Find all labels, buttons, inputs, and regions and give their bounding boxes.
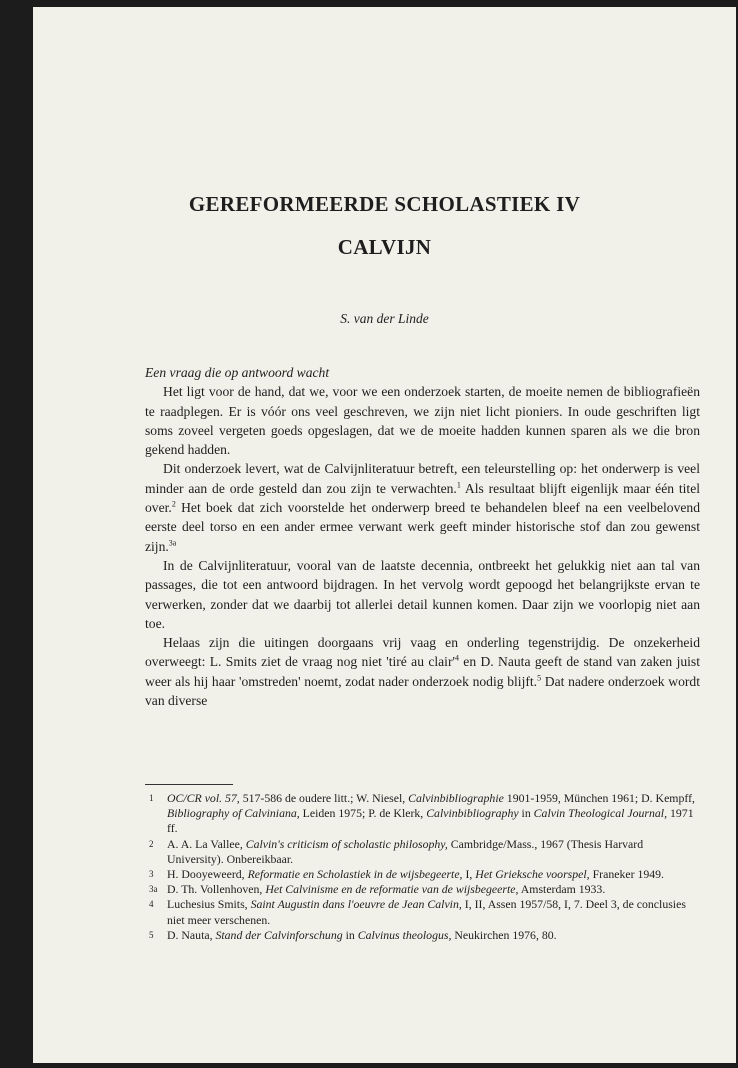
article-body	[145, 363, 700, 710]
italic-text: Saint Augustin dans l'oeuvre de Jean Calvin,	[250, 897, 462, 912]
body-paragraph	[145, 459, 700, 555]
footnote	[145, 928, 700, 943]
text-run: D. Th. Vollenhoven,	[167, 882, 266, 897]
text-run: Dit onderzoek levert, wat de Calvijnliteratuur betreft, een teleurstelling op: het onderwerp is veel minder aan de orde gesteld dan zou zijn te verwachten.	[145, 461, 700, 496]
text-run: en D. Nauta geeft de stand van zaken juist weer als hij haar 'omstreden' noemt, zodat nader onderzoek nodig blijft.	[145, 654, 700, 689]
text-run: 1971 ff.	[167, 806, 694, 836]
body-paragraph	[145, 633, 700, 710]
text-run: Luchesius Smits,	[167, 897, 251, 912]
italic-text: OC/CR vol. 57,	[167, 791, 240, 805]
text-run: Franeker 1949.	[589, 867, 665, 882]
footnote	[145, 837, 700, 867]
text-run: Het ligt voor de hand, dat we, voor we een onderzoek starten, de moeite nemen de bibliografieën te raadplegen. Er is vóór ons veel geschreven, we zijn niet licht pioniers. In oude geschriften ligt soms zoveel vergeten goeds opgeslagen, dat we de moeite hadden kunnen sparen als we die bron gekend hadden.	[145, 384, 700, 458]
text-run: Als resultaat blijft eigenlijk maar één titel over.	[145, 480, 701, 516]
text-run: 517-586 de oudere litt.; W. Niesel,	[239, 791, 409, 805]
paragraph-list	[145, 382, 700, 710]
text-run: in	[518, 806, 534, 821]
text-run: I,	[462, 867, 476, 882]
footnote-list	[145, 791, 700, 943]
italic-text: Calvin Theological Journal,	[533, 806, 668, 821]
footnote-number: 2	[149, 838, 154, 849]
footnote	[145, 867, 700, 882]
section-heading: Een vraag die op antwoord wacht	[145, 365, 330, 380]
footnote-divider	[145, 784, 233, 785]
italic-text: Stand der Calvinforschung	[215, 927, 343, 942]
text-run: In de Calvijnliteratuur, vooral van de laatste decennia, ontbreekt het gelukkig niet aan tal van passages, die tot een antwoord bijdragen. In het vervolg wordt gepoogd het belangrijkste ervan te verwerken, zonder dat we daarbij tot allerlei detail kunnen komen. Daar zijn we voorlopig niet aan toe.	[145, 557, 700, 631]
italic-text: Calvinus theologus,	[357, 927, 452, 942]
document-page	[33, 7, 736, 1063]
footnote-number: 3a	[149, 884, 158, 895]
text-run: Helaas zijn die uitingen doorgaans vrij vaag en onderling tegenstrijdig. De onzekerheid overweegt: L. Smits ziet de vraag nog niet 'tiré au clair'	[145, 635, 700, 670]
footnote-number: 5	[149, 929, 154, 940]
text-run: Cambridge/Mass., 1967 (Thesis Harvard University). Onbereikbaar.	[167, 836, 644, 866]
italic-text: Calvinbibliographie	[408, 791, 504, 805]
footnote-number: 3	[149, 869, 154, 880]
text-run: D. Nauta,	[167, 927, 216, 942]
text-run: in	[342, 927, 358, 942]
footnote	[145, 882, 700, 897]
footnote	[145, 791, 700, 837]
footnote-ref: 1	[456, 480, 461, 490]
text-run: Dat nadere onderzoek wordt van diverse	[145, 673, 700, 709]
footnote-number: 1	[149, 793, 154, 803]
footnote-ref: 4	[454, 653, 459, 663]
text-run: 1901-1959, München 1961; D. Kempff,	[503, 791, 695, 805]
text-run: Het boek dat zich voorstelde het onderwerp breed te behandelen bleef na een veelbelovend eerste deel torso en een ander ermee verwant werk geeft minder historische stof dan zou gewenst zijn.	[145, 500, 700, 554]
italic-text: Calvinbibliography	[426, 806, 519, 821]
footnote-ref: 2	[171, 499, 176, 509]
italic-text: Reformatie en Scholastiek in de wijsbegeerte,	[247, 867, 463, 882]
body-paragraph	[145, 382, 700, 459]
footnote-ref: 3a	[168, 538, 177, 548]
text-run: I, II, Assen 1957/58, I, 7. Deel 3, de conclusies niet meer verschenen.	[167, 897, 686, 927]
footnote	[145, 897, 700, 927]
footnote-ref: 5	[537, 673, 542, 683]
article-title: GEREFORMEERDE SCHOLASTIEK IV	[188, 192, 581, 216]
body-paragraph	[145, 556, 700, 633]
italic-text: Het Grieksche voorspel,	[475, 867, 590, 882]
text-run: H. Dooyeweerd,	[167, 867, 248, 882]
footnote-number: 4	[149, 899, 154, 910]
italic-text: Het Calvinisme en de reformatie van de wijsbegeerte,	[265, 882, 519, 897]
article-subtitle: CALVIJN	[337, 235, 432, 259]
text-run: Amsterdam 1933.	[518, 882, 606, 897]
text-run: Neukirchen 1976, 80.	[451, 927, 557, 942]
text-run: A. A. La Vallee,	[167, 836, 246, 851]
italic-text: Calvin's criticism of scholastic philosophy,	[245, 836, 448, 851]
text-run: Leiden 1975; P. de Klerk,	[299, 806, 427, 821]
italic-text: Bibliography of Calviniana,	[167, 806, 300, 821]
author-name: S. van der Linde	[340, 311, 429, 326]
